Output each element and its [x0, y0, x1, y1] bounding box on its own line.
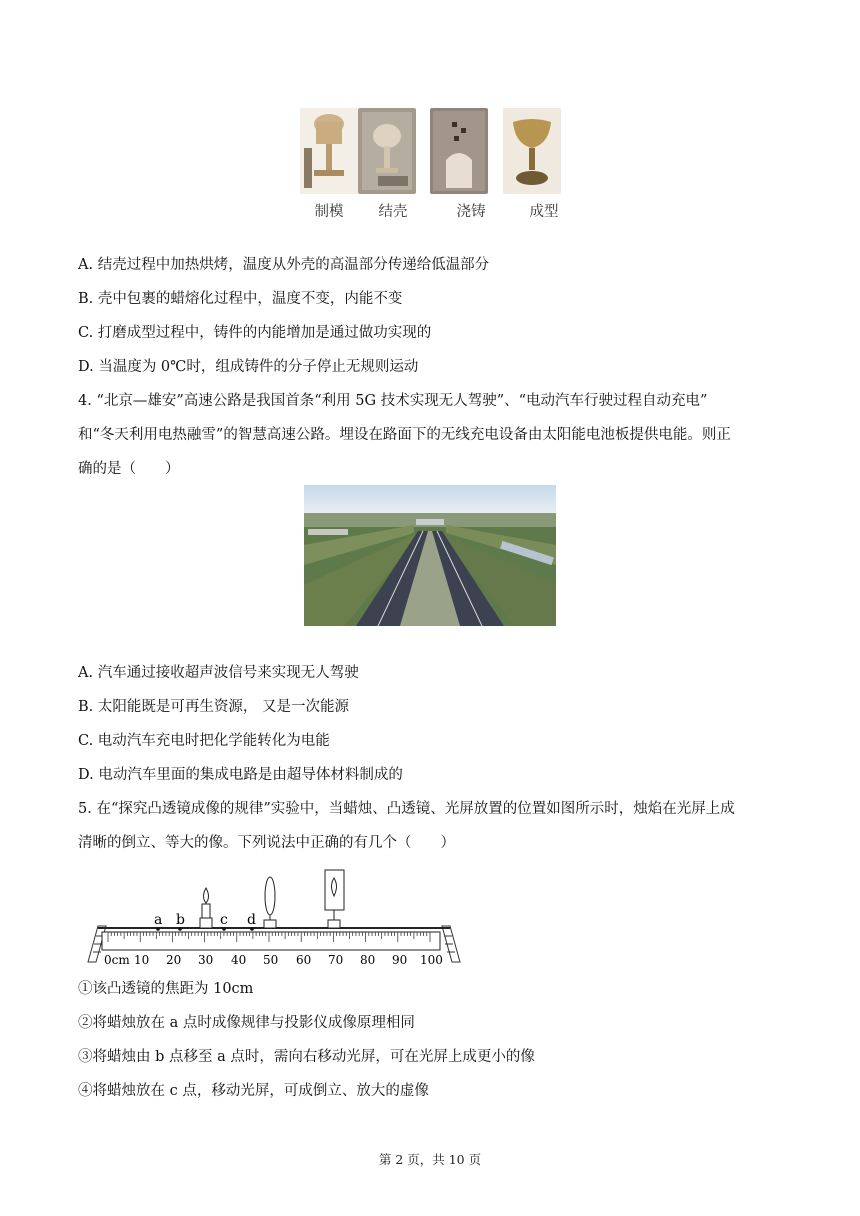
- scale-label-30: 30: [198, 953, 214, 967]
- point-label-b: b: [176, 912, 185, 928]
- q4-option-a: A. 汽车通过接收超声波信号来实现无人驾驶: [78, 665, 359, 681]
- shell-photo: [358, 108, 416, 194]
- q5-stem-line-1: 5. 在“探究凸透镜成像的规律”实验中，当蜡烛、凸透镜、光屏放置的位置如图所示时，烛焰在光屏上成: [78, 801, 735, 817]
- scale-label-0: 0cm: [104, 953, 130, 967]
- q3-option-b: B. 壳中包裹的蜡熔化过程中，温度不变，内能不变: [78, 291, 403, 307]
- q4-option-b: B. 太阳能既是可再生资源， 又是一次能源: [78, 699, 349, 715]
- casting-label-shell: 结壳: [378, 204, 408, 220]
- scale-label-20: 20: [166, 953, 182, 967]
- pour-photo: [430, 108, 488, 194]
- scale-label-60: 60: [296, 953, 312, 967]
- q4-option-d: D. 电动汽车里面的集成电路是由超导体材料制成的: [78, 767, 403, 783]
- casting-label-finish: 成型: [529, 204, 559, 220]
- q3-option-a: A. 结壳过程中加热烘烤，温度从外壳的高温部分传递给低温部分: [78, 257, 490, 273]
- optical-bench-diagram: [84, 866, 464, 970]
- scale-label-80: 80: [360, 953, 376, 967]
- highway-photo: [304, 485, 556, 626]
- point-label-d: d: [247, 912, 256, 928]
- q5-statement-1: ①该凸透镜的焦距为 10cm: [78, 981, 254, 997]
- scale-label-100: 100: [420, 953, 443, 967]
- casting-label-pour: 浇铸: [456, 204, 486, 220]
- page-footer: 第 2 页，共 10 页: [378, 1152, 482, 1167]
- q5-stem-line-2: 清晰的倒立、等大的像。下列说法中正确的有几个（ ）: [78, 835, 455, 851]
- casting-label-mold: 制模: [314, 204, 344, 220]
- point-label-a: a: [154, 912, 163, 928]
- q4-stem-line-2: 和“冬天利用电热融雪”的智慧高速公路。埋设在路面下的无线充电设备由太阳能电池板提供电能。则正: [78, 427, 731, 443]
- point-label-c: c: [220, 912, 228, 928]
- mold-photo: [300, 108, 358, 194]
- q4-option-c: C. 电动汽车充电时把化学能转化为电能: [78, 733, 330, 749]
- scale-label-40: 40: [231, 953, 247, 967]
- q4-stem-line-3: 确的是（ ）: [78, 461, 180, 477]
- q4-stem-line-1: 4. “北京—雄安”高速公路是我国首条“利用 5G 技术实现无人驾驶”、“电动汽车行驶过程自动充电”: [78, 393, 708, 409]
- q5-statement-3: ③将蜡烛由 b 点移至 a 点时，需向右移动光屏，可在光屏上成更小的像: [78, 1049, 535, 1065]
- scale-label-10: 10: [134, 953, 150, 967]
- finished-cup-photo: [503, 108, 561, 194]
- q5-statement-2: ②将蜡烛放在 a 点时成像规律与投影仪成像原理相同: [78, 1015, 415, 1031]
- q5-statement-4: ④将蜡烛放在 c 点，移动光屏，可成倒立、放大的虚像: [78, 1083, 429, 1099]
- q3-option-d: D. 当温度为 0℃时，组成铸件的分子停止无规则运动: [78, 359, 419, 375]
- scale-label-90: 90: [392, 953, 408, 967]
- scale-label-70: 70: [328, 953, 344, 967]
- scale-label-50: 50: [263, 953, 279, 967]
- q3-option-c: C. 打磨成型过程中，铸件的内能增加是通过做功实现的: [78, 325, 432, 341]
